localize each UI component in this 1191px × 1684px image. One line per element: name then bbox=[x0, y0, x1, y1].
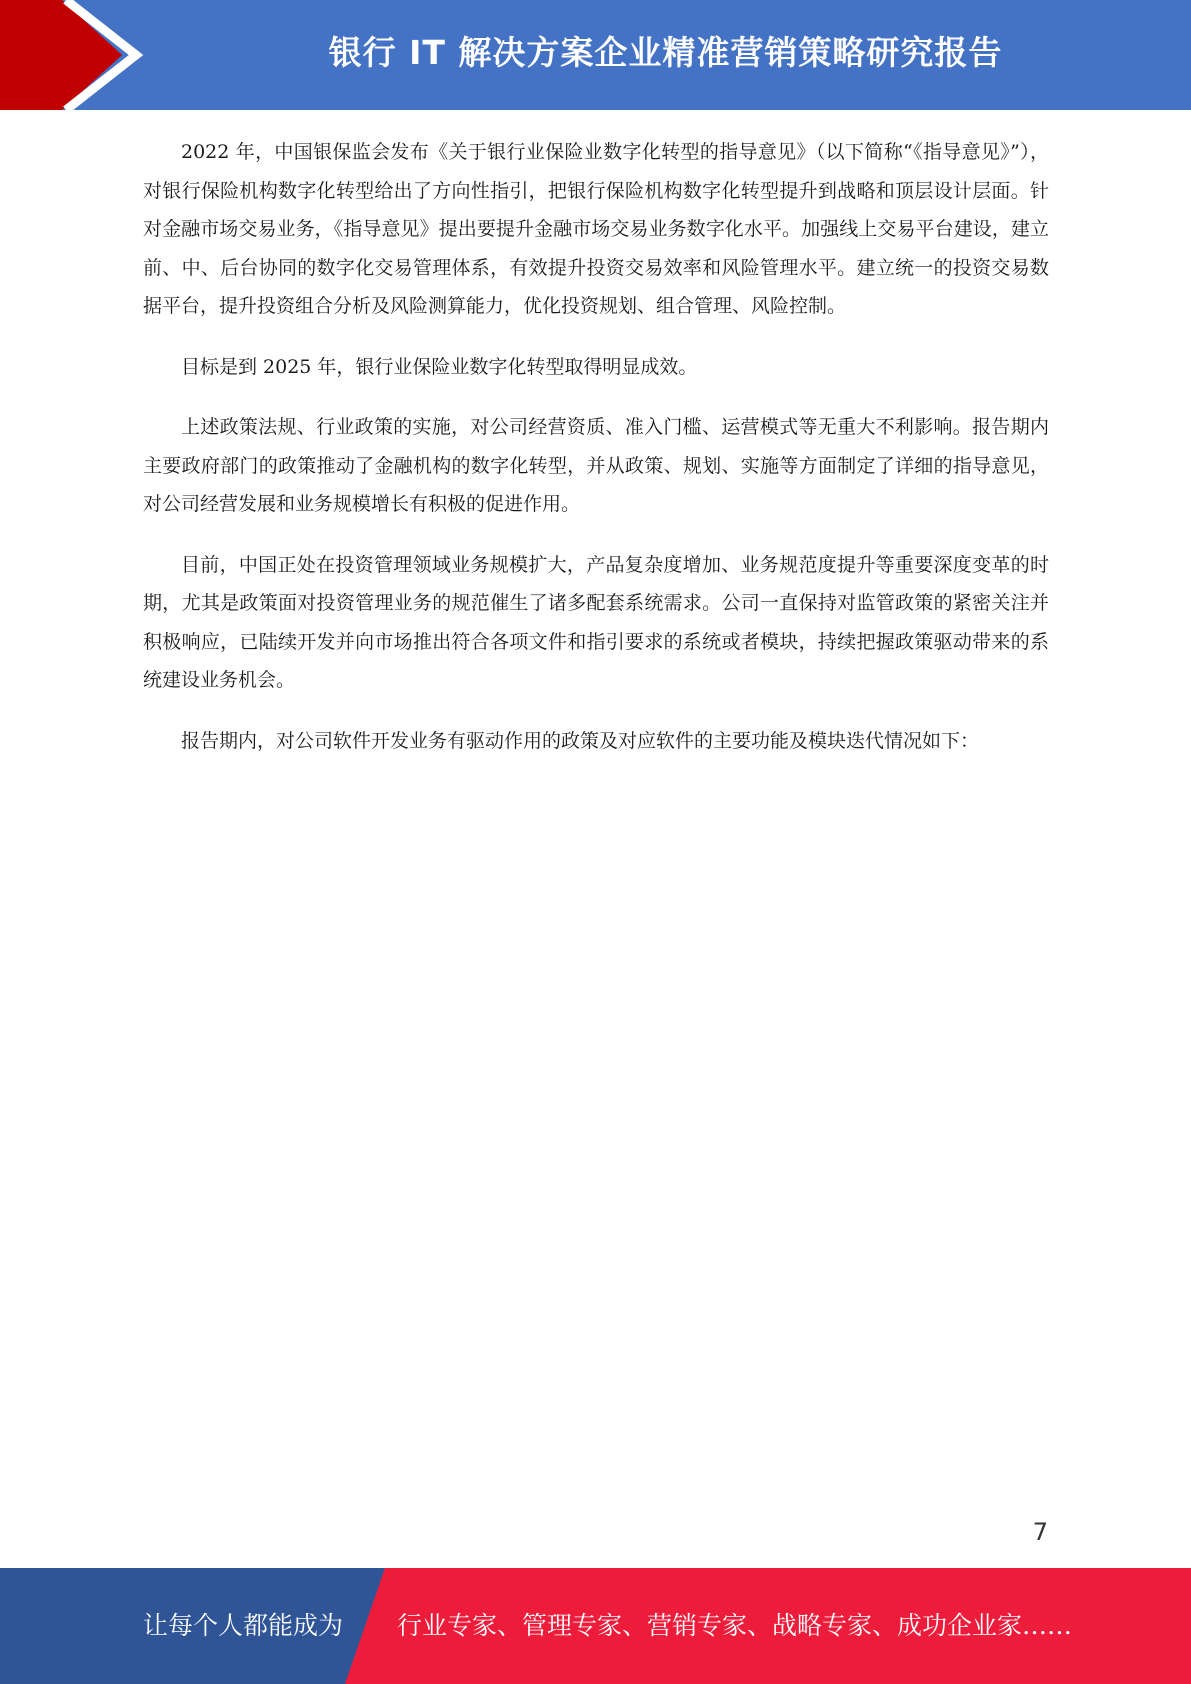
page-header bbox=[0, 0, 1191, 110]
document-title: 银行 IT 解决方案企业精准营销策略研究报告 bbox=[328, 33, 1003, 72]
chevron-red-fill bbox=[0, 0, 122, 110]
page-number: 7 bbox=[1032, 1518, 1048, 1546]
paragraph-industry-transformation: 目前，中国正处在投资管理领域业务规模扩大，产品复杂度增加、业务规范度提升等重要深度变革的时期，尤其是政策面对投资管理业务的规范催生了诸多配套系统需求。公司一直保持对监管政策的紧密关注并积极响应，已陆续开发并向市场推出符合各项文件和指引要求的系统或者模块，持续把握政策驱动带来的系统建设业务机会。 bbox=[143, 553, 1049, 691]
page-footer bbox=[0, 1568, 1191, 1684]
paragraph-2025-goal: 目标是到 2025 年，银行业保险业数字化转型取得明显成效。 bbox=[181, 355, 698, 378]
paragraph-policy-guidance: 2022 年，中国银保监会发布《关于银行业保险业数字化转型的指导意见》（以下简称“《指导意见》”），对银行保险机构数字化转型给出了方向性指引，把银行保险机构数字化转型提升到战略和顶层设计层面。针对金融市场交易业务，《指导意见》提出要提升金融市场交易业务数字化水平。加强线上交易平台建设，建立前、中、后台协同的数字化交易管理体系，有效提升投资交易效率和风险管理水平。建立统一的投资交易数据平台，提升投资组合分析及风险测算能力，优化投资规划、组合管理、风险控制。 bbox=[143, 141, 1049, 317]
footer-slogan-right: 行业专家、管理专家、营销专家、战略专家、成功企业家…… bbox=[397, 1611, 1073, 1640]
header-chevron-decoration bbox=[0, 0, 160, 110]
document-body bbox=[143, 133, 1049, 782]
footer-slogan-left: 让每个人都能成为 bbox=[143, 1611, 344, 1640]
paragraph-reporting-period: 报告期内，对公司软件开发业务有驱动作用的政策及对应软件的主要功能及模块迭代情况如下： bbox=[181, 729, 980, 752]
paragraph-policy-impact: 上述政策法规、行业政策的实施，对公司经营资质、准入门槛、运营模式等无重大不利影响。报告期内主要政府部门的政策推动了金融机构的数字化转型，并从政策、规划、实施等方面制定了详细的指导意见，对公司经营发展和业务规模增长有积极的促进作用。 bbox=[143, 416, 1049, 515]
